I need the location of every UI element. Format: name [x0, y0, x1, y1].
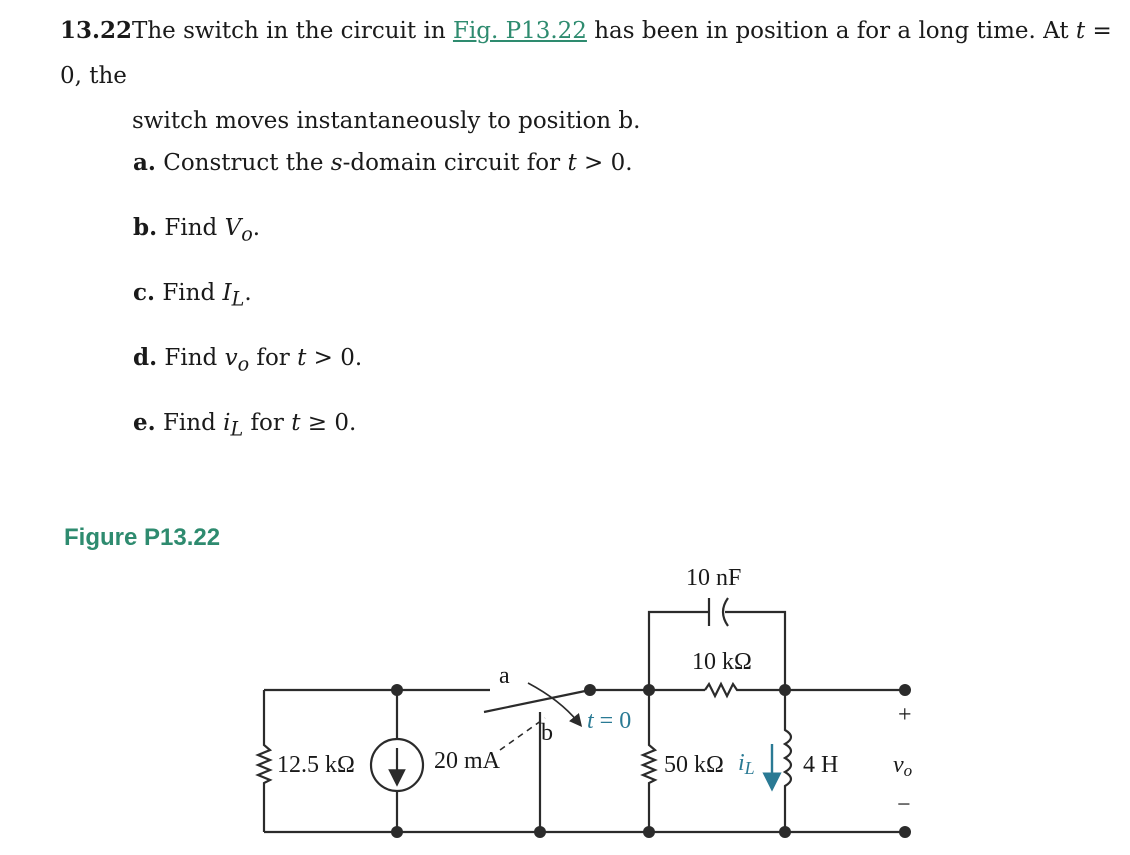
part-text: ≥ 0.	[300, 410, 357, 436]
label-12-5k: 12.5 kΩ	[277, 752, 355, 778]
label-10k: 10 kΩ	[692, 649, 752, 675]
part-text: for	[249, 345, 298, 371]
problem-text: has been in position a for a long time. At	[586, 18, 1076, 44]
part-var: I	[222, 280, 232, 306]
part-var: t	[567, 150, 577, 176]
problem-number: 13.22	[60, 17, 133, 44]
resistor-50k-icon	[643, 690, 655, 832]
label-il: iL	[738, 750, 755, 778]
part-var: v	[224, 345, 238, 371]
label-inductor: 4 H	[803, 752, 839, 778]
part-label: a.	[133, 149, 156, 176]
part-label: d.	[133, 344, 158, 371]
label-20ma: 20 mA	[434, 748, 500, 774]
part-sub: L	[230, 417, 244, 441]
part-text: Find	[157, 215, 225, 241]
resistor-12-5k-icon	[258, 690, 270, 832]
part-text: -domain circuit for	[342, 150, 568, 176]
part-var: V	[224, 215, 242, 241]
part-var: t	[291, 410, 301, 436]
problem-text: The switch in the circuit in	[132, 18, 453, 44]
part-text: Find	[155, 410, 224, 436]
label-switch-a: a	[499, 663, 510, 689]
part-sub: o	[241, 222, 253, 246]
switch-dashed-path-icon	[500, 718, 545, 750]
part-text: Find	[157, 345, 225, 371]
part-label: b.	[133, 214, 158, 241]
label-switch-time: t = 0	[587, 708, 632, 734]
part-text: Construct the	[155, 150, 331, 176]
label-50k: 50 kΩ	[664, 752, 724, 778]
part-var: t	[297, 345, 307, 371]
part-var: i	[223, 410, 231, 436]
inductor-icon	[785, 690, 791, 832]
part-text: .	[244, 280, 252, 306]
label-switch-b: b	[541, 720, 553, 746]
switch-motion-arc-icon	[528, 683, 578, 722]
problem-line-2: switch moves instantaneously to position b.	[132, 108, 641, 134]
part-text: .	[252, 215, 261, 241]
part-text: for	[243, 410, 292, 436]
label-plus: +	[898, 702, 912, 728]
part-sub: o	[237, 352, 250, 376]
label-minus: −	[897, 792, 911, 818]
figure-title: Figure P13.22	[64, 524, 221, 551]
figure-link[interactable]: Fig. P13.22	[452, 18, 587, 44]
resistor-10k-icon	[705, 684, 905, 696]
part-var: s	[330, 150, 343, 176]
problem-text: = 0, the	[60, 18, 1112, 89]
label-capacitor: 10 nF	[686, 565, 742, 591]
part-label: c.	[133, 279, 156, 306]
part-label: e.	[133, 409, 156, 436]
switch-blade-icon	[484, 690, 590, 712]
part-text: Find	[155, 280, 223, 306]
part-text: > 0.	[306, 345, 363, 371]
part-text: > 0.	[576, 150, 633, 176]
time-variable: t	[1075, 18, 1086, 44]
label-vo: vo	[893, 752, 913, 780]
part-sub: L	[231, 287, 245, 311]
